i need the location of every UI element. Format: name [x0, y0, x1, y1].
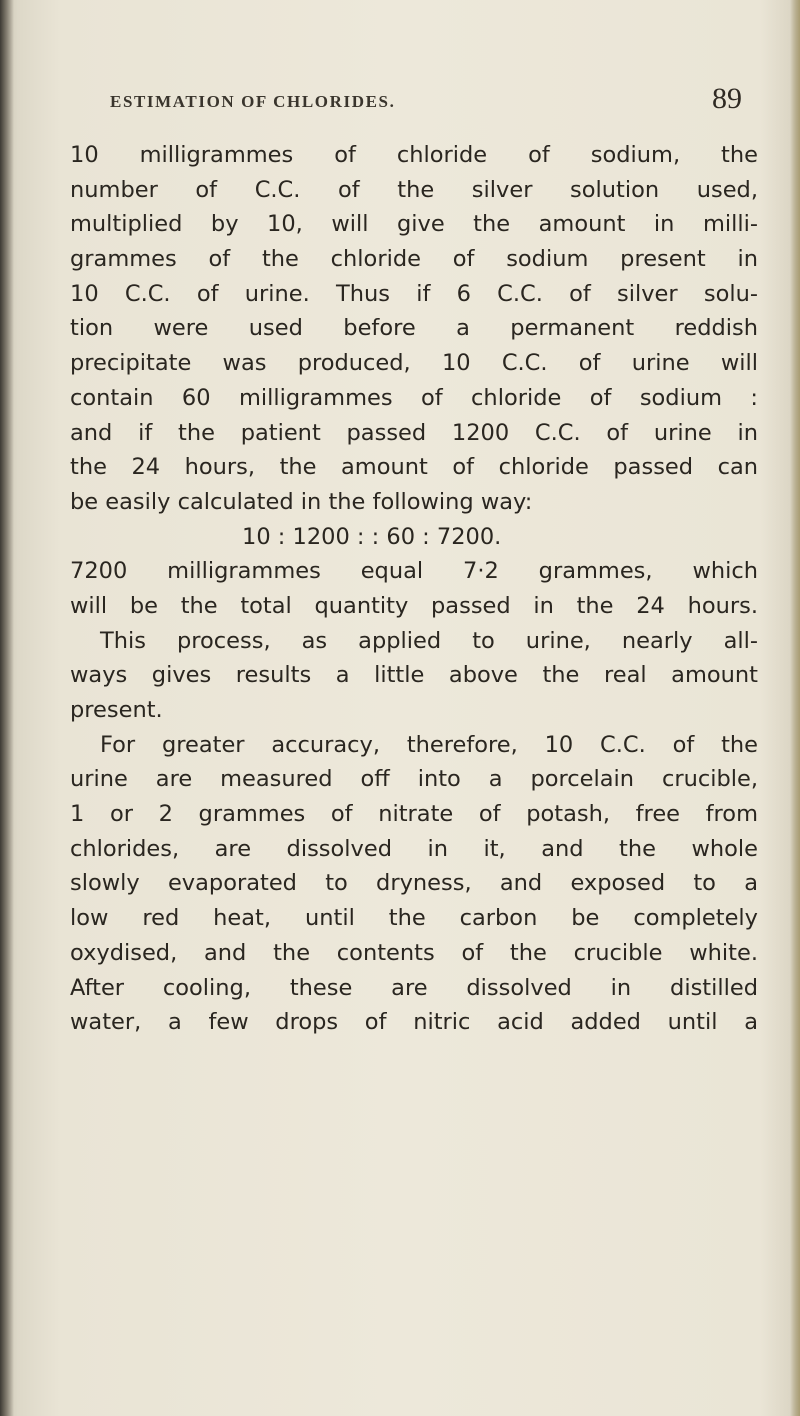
text-line: will be the total quantity passed in the 24 hours.	[70, 592, 758, 619]
text-line: multiplied by 10, will give the amount in milli-	[70, 211, 758, 238]
text-line: low red heat, until the carbon be completely	[70, 905, 758, 932]
text-line: ways gives results a little above the real amount	[70, 662, 758, 689]
text-line: After cooling, these are dissolved in distilled	[70, 974, 758, 1001]
text-line: present.	[70, 697, 163, 723]
proportion-equation: 10 : 1200 : : 60 : 7200.	[242, 523, 502, 550]
text-line: 10 milligrammes of chloride of sodium, the	[70, 142, 758, 168]
text-line: number of C.C. of the silver solution used,	[70, 176, 758, 203]
text-line: slowly evaporated to dryness, and exposed to a	[70, 870, 758, 897]
text-line: 10 C.C. of urine. Thus if 6 C.C. of silver solu-	[70, 280, 758, 307]
text-line: and if the patient passed 1200 C.C. of urine in	[70, 419, 758, 446]
text-line: be easily calculated in the following way:	[70, 488, 533, 515]
text-line: tion were used before a permanent reddish	[70, 315, 758, 342]
text-line: the 24 hours, the amount of chloride passed can	[70, 454, 758, 481]
paragraph-start: This process, as applied to urine, nearly all-	[100, 627, 758, 654]
text-line: precipitate was produced, 10 C.C. of urine will	[70, 350, 758, 377]
page-number: 89	[712, 82, 742, 115]
text-line: contain 60 milligrammes of chloride of sodium :	[70, 384, 758, 411]
text-line: chlorides, are dissolved in it, and the whole	[70, 835, 758, 862]
text-line: 7200 milligrammes equal 7·2 grammes, which	[70, 558, 758, 585]
paragraph-start: For greater accuracy, therefore, 10 C.C. of the	[100, 731, 758, 758]
text-line: oxydised, and the contents of the crucible white.	[70, 939, 758, 966]
running-title: ESTIMATION OF CHLORIDES.	[110, 92, 396, 111]
page-binding-shadow	[0, 0, 14, 1416]
text-line: urine are measured off into a porcelain crucible,	[70, 766, 758, 793]
text-line: grammes of the chloride of sodium present in	[70, 246, 758, 273]
text-line: 1 or 2 grammes of nitrate of potash, free from	[70, 801, 758, 828]
running-head	[0, 82, 800, 122]
page-edge	[790, 0, 800, 1416]
body-text	[70, 138, 758, 1040]
text-line: water, a few drops of nitric acid added until a	[70, 1009, 758, 1036]
